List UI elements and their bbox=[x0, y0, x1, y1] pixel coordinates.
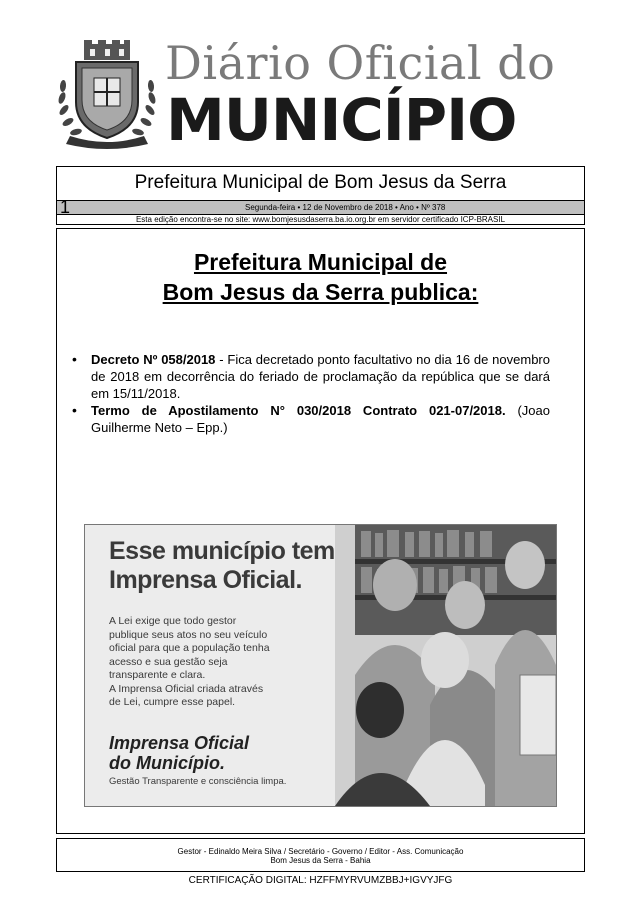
masthead-title-line1: Diário Oficial do bbox=[165, 36, 556, 90]
main-content-box bbox=[56, 228, 585, 834]
ad-body-line: de Lei, cumpre esse papel. bbox=[109, 696, 236, 708]
ad-body-line: publique seus atos no seu veículo bbox=[109, 628, 268, 641]
ad-body-line: oficial para que a população tenha bbox=[109, 642, 270, 654]
list-item bbox=[72, 351, 550, 402]
ad-headline bbox=[109, 537, 335, 595]
edition-strip bbox=[57, 197, 584, 217]
municipal-coat-of-arms-icon bbox=[54, 40, 160, 150]
act-text: (Joao Guilherme Neto – Epp.) bbox=[91, 403, 550, 435]
acts-list bbox=[72, 351, 550, 436]
digital-certification: CERTIFICAÇÃO DIGITAL: HZFFMYRVUMZBBJ+IGVYJFG bbox=[188, 875, 453, 886]
imprensa-oficial-advertisement bbox=[84, 524, 557, 807]
edition-info: Segunda-feira • 12 de Novembro de 2018 • Ano • Nº 378 bbox=[245, 203, 446, 212]
footer-credits: Gestor - Edinaldo Meira Silva / Secretário - Governo / Editor - Ass. Comunicação bbox=[177, 847, 464, 856]
ad-body-line: A Lei exige que todo gestor bbox=[109, 615, 237, 627]
ad-brand-line1: Imprensa Oficial bbox=[109, 733, 250, 753]
main-title-line2: Bom Jesus da Serra publica: bbox=[162, 279, 479, 305]
ad-body-line: transparente e clara. bbox=[109, 669, 206, 681]
header-box bbox=[56, 166, 585, 225]
ad-headline-line1: Esse município tem bbox=[109, 537, 335, 565]
masthead-title-line2: MUNICÍPIO bbox=[166, 86, 517, 154]
ad-tagline: Gestão Transparente e consciência limpa. bbox=[109, 776, 287, 787]
ad-brand-line2: do Município. bbox=[109, 753, 225, 773]
footer-box bbox=[56, 838, 585, 872]
main-title-line1: Prefeitura Municipal de bbox=[193, 249, 448, 275]
footer-location: Bom Jesus da Serra - Bahia bbox=[270, 856, 371, 865]
page-number: 1 bbox=[60, 197, 71, 217]
ad-headline-line2: Imprensa Oficial. bbox=[109, 566, 302, 594]
ad-brand bbox=[109, 733, 249, 773]
ad-body-line: acesso e sua gestão seja bbox=[109, 655, 228, 668]
site-info: Esta edição encontra-se no site: www.bomjesusdaserra.ba.io.org.br em servidor certificado ICP-BRASIL bbox=[135, 215, 506, 224]
act-text: - Fica decretado ponto facultativo no dia 16 de novembro de 2018 em decorrência do feriado de proclamação da república que se dará em 15/11/2018. bbox=[91, 352, 550, 401]
ad-body bbox=[109, 615, 329, 710]
people-photo-icon bbox=[335, 525, 556, 806]
ad-body-line: A Imprensa Oficial criada através bbox=[109, 682, 264, 695]
act-title: Decreto Nº 058/2018 bbox=[91, 352, 216, 367]
list-item bbox=[72, 402, 550, 436]
main-title bbox=[57, 247, 584, 307]
act-title: Termo de Apostilamento N° 030/2018 Contrato 021-07/2018. bbox=[91, 403, 506, 418]
header-title: Prefeitura Municipal de Bom Jesus da Serra bbox=[134, 172, 507, 193]
